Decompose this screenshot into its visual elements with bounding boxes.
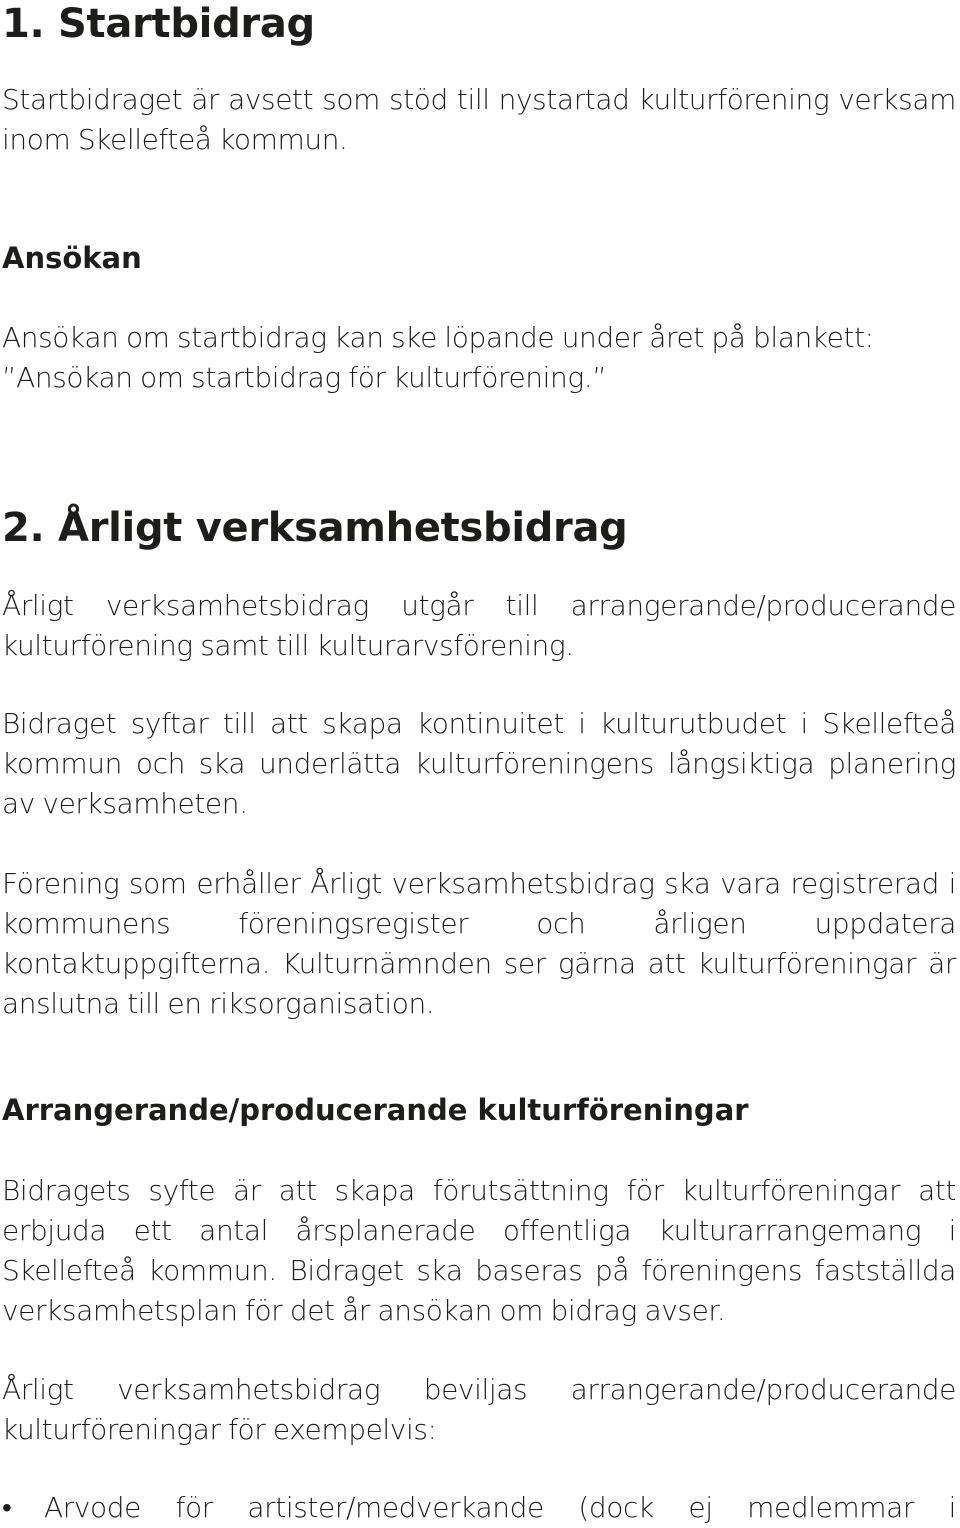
section-1-heading: 1. Startbidrag — [2, 1, 315, 47]
arligt-paragraph-1: Årligt verksamhetsbidrag utgår till arrangerande/producerande kulturförening samt till kulturarvsförening. — [2, 589, 956, 662]
arrangerande-paragraph-2: Årligt verksamhetsbidrag beviljas arrangerande/producerande kulturföreningar för exempelvis: — [2, 1373, 956, 1446]
arligt-paragraph-2: Bidraget syftar till att skapa kontinuitet i kulturutbudet i Skellefteå kommun och ska underlätta kulturföreningens långsiktiga planering av verksamheten. — [2, 707, 956, 820]
arrangerande-paragraph-1: Bidragets syfte är att skapa förutsättning för kulturföreningar att erbjuda ett antal årsplanerade offentliga kulturarrangemang i Skellefteå kommun. Bidraget ska baseras på föreningens fastställda verksamhetsplan för det år ansökan om bidrag avser. — [2, 1174, 956, 1327]
ansokan-line-1: Ansökan om startbidrag kan ske löpande under året på blankett: — [2, 321, 874, 354]
section-2-heading: 2. Årligt verksamhetsbidrag — [2, 505, 628, 551]
arligt-paragraph-3: Förening som erhåller Årligt verksamhetsbidrag ska vara registrerad i kommunens föreningsregister och årligen uppdatera kontaktuppgifterna. Kulturnämnden ser gärna att kulturföreningar är anslutna till en riksorganisation. — [2, 867, 956, 1020]
example-list — [2, 1488, 956, 1528]
list-item-text: Arvode för artister/medverkande (dock ej medlemmar i — [44, 1491, 956, 1524]
ansokan-line-2: ”Ansökan om startbidrag för kulturförening.” — [2, 361, 607, 394]
ansokan-text — [2, 318, 956, 398]
list-item — [2, 1488, 956, 1528]
arrangerande-heading: Arrangerande/producerande kulturföreningar — [2, 1093, 749, 1127]
bullet-icon: • — [2, 1491, 12, 1524]
ansokan-heading: Ansökan — [2, 241, 142, 275]
startbidrag-intro: Startbidraget är avsett som stöd till nystartad kulturförening verksam inom Skellefteå kommun. — [2, 83, 956, 156]
